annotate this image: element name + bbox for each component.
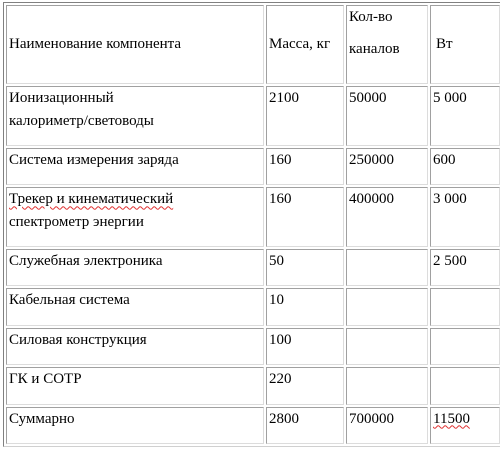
table-row bbox=[6, 288, 500, 325]
cell-power bbox=[430, 288, 500, 325]
cell-count: 250000 bbox=[346, 148, 428, 185]
table-row bbox=[6, 187, 500, 246]
cell-name: Силовая конструкция bbox=[6, 328, 264, 365]
table-row bbox=[6, 367, 500, 404]
cell-name: Суммарно bbox=[6, 407, 264, 444]
cell-count bbox=[346, 328, 428, 365]
cell-count: 400000 bbox=[346, 187, 428, 246]
table-row-total bbox=[6, 407, 500, 444]
cell-power: 2 500 bbox=[430, 249, 500, 286]
table-row bbox=[6, 148, 500, 185]
cell-mass: 10 bbox=[266, 288, 344, 325]
cell-power: 5 000 bbox=[430, 86, 500, 145]
table-header-row bbox=[6, 5, 500, 84]
cell-count bbox=[346, 249, 428, 286]
header-count bbox=[346, 5, 428, 84]
cell-name: Система измерения заряда bbox=[6, 148, 264, 185]
cell-mass: 160 bbox=[266, 148, 344, 185]
cell-mass: 220 bbox=[266, 367, 344, 404]
cell-power: 3 000 bbox=[430, 187, 500, 246]
table-row bbox=[6, 249, 500, 286]
components-table bbox=[3, 2, 500, 447]
header-mass: Масса, кг bbox=[266, 5, 344, 84]
cell-power: 11500 bbox=[430, 407, 500, 444]
cell-name-line1: Ионизационный bbox=[9, 90, 114, 107]
cell-mass: 160 bbox=[266, 187, 344, 246]
cell-name bbox=[6, 187, 264, 246]
cell-name: Кабельная система bbox=[6, 288, 264, 325]
cell-name-line2: спектрометр энергии bbox=[9, 214, 144, 231]
cell-mass: 50 bbox=[266, 249, 344, 286]
cell-count: 50000 bbox=[346, 86, 428, 145]
header-power: Вт bbox=[430, 5, 500, 84]
cell-count bbox=[346, 367, 428, 404]
cell-count bbox=[346, 288, 428, 325]
cell-count: 700000 bbox=[346, 407, 428, 444]
cell-mass: 2100 bbox=[266, 86, 344, 145]
cell-power bbox=[430, 367, 500, 404]
components-table-wrapper bbox=[3, 2, 495, 447]
cell-power bbox=[430, 328, 500, 365]
cell-power: 600 bbox=[430, 148, 500, 185]
cell-mass: 100 bbox=[266, 328, 344, 365]
cell-mass: 2800 bbox=[266, 407, 344, 444]
cell-name: ГК и СОТР bbox=[6, 367, 264, 404]
header-name: Наименование компонента bbox=[6, 5, 264, 84]
table-row bbox=[6, 86, 500, 145]
cell-name bbox=[6, 86, 264, 145]
header-count-line1: Кол-во bbox=[349, 9, 393, 25]
cell-name-line2: калориметр/световоды bbox=[9, 113, 154, 130]
header-count-line2: каналов bbox=[349, 41, 400, 57]
cell-name: Служебная электроника bbox=[6, 249, 264, 286]
table-row bbox=[6, 328, 500, 365]
cell-name-line1: Трекер и кинематический bbox=[9, 191, 174, 208]
